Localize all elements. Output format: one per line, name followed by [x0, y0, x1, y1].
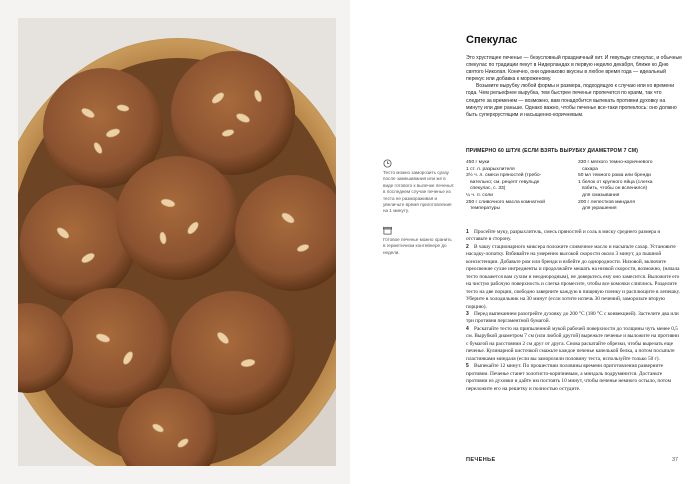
recipe-intro	[466, 55, 682, 119]
clock-icon	[383, 159, 392, 168]
ingredient: 450 г муки	[466, 160, 490, 165]
container-icon	[383, 226, 392, 235]
step-number: 5	[466, 363, 469, 370]
ingredient: 330 г мягкого темно-коричневого	[578, 160, 653, 165]
step	[466, 244, 682, 311]
ingredients-left	[466, 160, 545, 213]
step-number: 1	[466, 229, 469, 235]
step-number: 3	[466, 310, 469, 317]
page-number: 37	[672, 457, 679, 463]
recipe-yield: ПРИМЕРНО 60 ШТУК (ЕСЛИ ВЗЯТЬ ВЫРУБКУ ДИАМЕТРОМ 7 СМ)	[466, 148, 639, 154]
recipe-steps	[466, 229, 682, 393]
intro-paragraph-2: Возьмите вырубку любой формы и размера, подходящую к случаю или ко времени года. Чем рельефнее вырубка, тем быстрее печенье пропечется по краям, так что следите за временем — возможно, вам понадобится выпекать противни духовку на минуту или две раньше. Однако важно, чтобы печенье все-таки пропеклось: оно должно быть суперхрустящим и насыщенно-коричневым.	[466, 83, 677, 118]
ingredient: 250 г сливочного масла комнатной	[466, 199, 546, 205]
ingredient: ¼ ч. л. соли	[466, 192, 493, 198]
step-text: Перед выпеканием разогрейте духовку до 200 °С (180 °С с конвекцией). Застелите два или три противня пергаментной бумагой.	[466, 310, 679, 325]
ingredients-right	[578, 160, 652, 213]
footer-section: ПЕЧЕНЬЕ	[466, 457, 496, 463]
ingredient: для украшения	[578, 206, 617, 212]
ingredient: для смазывания	[578, 192, 620, 198]
step-text: В чашу стационарного миксера положите сливочное масло и насыпьте сахар. Установите насадку-лопатку. Взбивайте на умеренно высокой скорости около 3 минут, до пышной консистенции. Добавьте ром или бренди и взбейте до однородности. Низовой, включите преосвежие сухие ингредиенты и продолжайте мешать на низкой скорости, возможно, (начала тесто покажется вам сухим и неоднородным), не доверьтесь ему оно замесится. Выложите его на чистую рабочую поверхность и слегка промесите, чтобы все комочки слиплись. Разделите тесто на две порции, свободно заверните каждую в пищевую пленку и расплющите в лепешку. Уберите в холодильник на 30 минут (если хотите испечь 30 печений, заморозьте вторую порцию).	[466, 243, 681, 310]
step-text: Выпекайте 12 минут. По прошествии половины времени приготовления разверните противни. Печенье станет золотисто-коричневым, а миндаль подрумянится. Достаньте противни из духовки и дайте им постоять 10 минут, чтобы печенье немного остыло, потом переложите его на решетку и полностью остудите.	[466, 363, 671, 392]
ingredient: сахара	[578, 166, 598, 172]
ingredient: 1 ст. л. разрыхлителя	[466, 166, 515, 172]
step-number: 2	[466, 243, 469, 250]
sidebar-note-storage: Готовое печенье можно хранить в герметичном контейнере до недели.	[383, 237, 452, 255]
intro-paragraph-1: Это хрустящее печенье — безусловный праздничный хит. И гевульде спекулас, и обычные спекулас по традиции пекут в Нидерландах в первую неделю декабря, ближе ко Дню святого Николая. Конечно, они одинаково вкусны в любое время года — идеальный перекус или добавка к мороженому.	[466, 55, 682, 83]
step-text: Просейте муку, разрыхлитель, смесь пряностей и соль в миску среднего размера и отставьте в сторону.	[466, 229, 661, 243]
ingredient: спекулас, с. 33)	[466, 186, 506, 192]
ingredient: вательно; см. рецепт гевульде	[466, 179, 540, 185]
photo-page	[18, 18, 336, 466]
ingredient: 200 г лепестков миндаля	[578, 199, 636, 205]
ingredient: 1 белок от крупного яйца (слегка	[578, 179, 653, 185]
step-number: 4	[466, 325, 469, 332]
ingredient: взбить, чтобы он вспенился)	[578, 186, 648, 192]
ingredient: 3½ ч. л. смеси пряностей (требо-	[466, 173, 542, 179]
ingredient: 50 мл темного рома или бренди	[578, 173, 651, 179]
sidebar-note-freeze: Тесто можно заморозить сразу после замешивания или же в виде готового к выпечке печенья: в последнем случае печенье из теста не размораживая и увеличьте время приготовления на 1 минуту.	[383, 170, 455, 214]
step	[466, 311, 682, 326]
ingredient: температуры	[466, 206, 500, 212]
step	[466, 326, 682, 363]
cookies-photo	[18, 18, 336, 466]
step	[466, 363, 682, 393]
recipe-title: Спекулас	[466, 34, 518, 46]
step	[466, 229, 682, 244]
step-text: Раскатайте тесто на припыленной мукой рабочей поверхности до толщины чуть менее 0,5 см. Вырубкой диаметром 7 см (или любой другой) вырежьте печенье и выложите на противни с бумагой на расстоянии 2 см друг от друга. Снова раскатайте обрезки, чтобы вырезать еще печенье. Кулинарной кисточкой смажьте каждое печенье капелькой белка, а потом посыпьте пластинками миндаля (если вы заморозили половину теста, используйте только 50 г).	[466, 325, 679, 362]
